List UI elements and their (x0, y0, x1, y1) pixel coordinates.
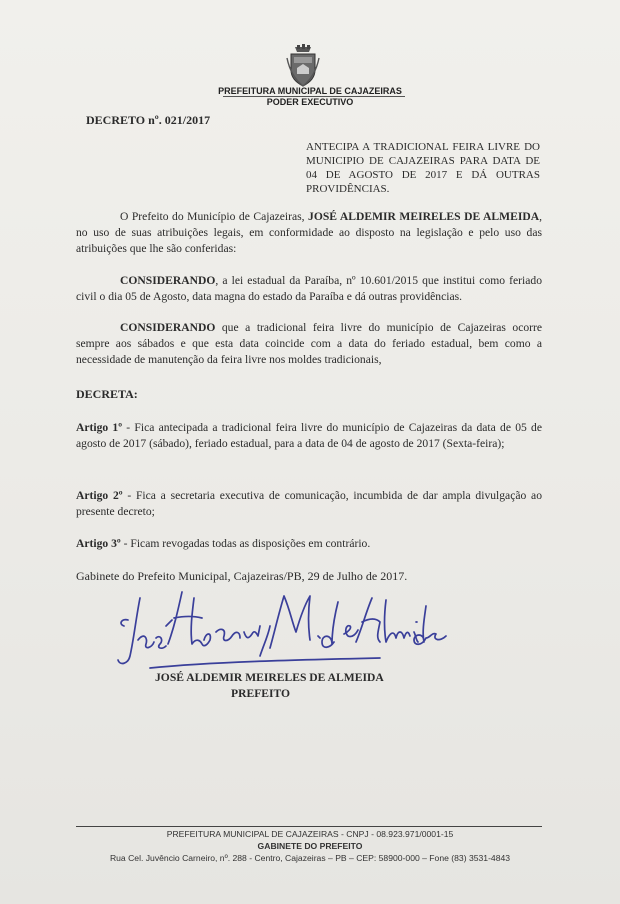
whereas-text: que a tradicional feira livre do município de Cajazeiras ocorre sempre aos sábados e que esta data coincide com a data do feriado estadual, bem como a necessidade de manutenção da feira livre nos moldes tradicionais, (76, 321, 542, 366)
article-label: Artigo 2º (76, 489, 123, 502)
article-label: Artigo 1º (76, 421, 123, 434)
article-text: - Ficam revogadas todas as disposições em contrário. (120, 537, 371, 550)
whereas-paragraph-1 (76, 273, 542, 305)
preamble-paragraph (76, 209, 542, 257)
article-label: Artigo 3º (76, 537, 121, 550)
signatory-name: JOSÉ ALDEMIR MEIRELES DE ALMEIDA (155, 671, 384, 684)
decrees-heading: DECRETA: (76, 387, 138, 401)
article-text: - Fica a secretaria executiva de comunicação, incumbida de dar ampla divulgação ao presente decreto; (76, 489, 542, 518)
decree-summary: ANTECIPA A TRADICIONAL FEIRA LIVRE DO MUNICIPIO DE CAJAZEIRAS PARA DATA DE 04 DE AGOSTO DE 2017 E DÁ OUTRAS PROVIDÊNCIAS. (306, 141, 540, 195)
place-and-date: Gabinete do Prefeito Municipal, Cajazeiras/PB, 29 de Julho de 2017. (76, 569, 408, 583)
preamble-rest: , no uso de suas atribuições legais, em conformidade ao disposto na legislação e pelo uso das atribuições que lhe são conferidas: (76, 210, 542, 255)
footer-divider (76, 826, 542, 827)
article-3 (76, 536, 542, 552)
article-2 (76, 488, 542, 520)
decree-number: DECRETO nº. 021/2017 (86, 113, 211, 127)
article-1 (76, 420, 542, 452)
footer-address: Rua Cel. Juvêncio Carneiro, nº. 288 - Centro, Cajazeiras – PB – CEP: 58900-000 – Fone (83) 3531-4843 (109, 853, 511, 863)
whereas-paragraph-2 (76, 320, 542, 368)
municipal-coat-of-arms-icon (285, 44, 321, 88)
article-text: - Fica antecipada a tradicional feira livre do município de Cajazeiras da data de 05 de agosto de 2017 (sábado), feriado estadual, para a data de 04 de agosto de 2017 (Sexta-feira); (76, 421, 542, 450)
letterhead-title: PREFEITURA MUNICIPAL DE CAJAZEIRAS (218, 86, 402, 96)
whereas-lead: CONSIDERANDO (120, 274, 216, 287)
handwritten-signature (110, 588, 460, 680)
preamble-intro: O Prefeito do Município de Cajazeiras, (120, 210, 305, 223)
footer-office: GABINETE DO PREFEITO (257, 841, 363, 851)
whereas-text: , a lei estadual da Paraíba, nº 10.601/2015 que institui como feriado civil o dia 05 de Agosto, data magna do estado da Paraíba e dá outras providências. (76, 274, 542, 303)
whereas-lead: CONSIDERANDO (120, 321, 216, 334)
footer-institution: PREFEITURA MUNICIPAL DE CAJAZEIRAS - CNPJ - 08.923.971/0001-15 (166, 829, 454, 839)
mayor-name: JOSÉ ALDEMIR MEIRELES DE ALMEIDA (308, 210, 540, 223)
letterhead-subtitle: PODER EXECUTIVO (266, 97, 354, 107)
signatory-role: PREFEITO (231, 687, 291, 700)
